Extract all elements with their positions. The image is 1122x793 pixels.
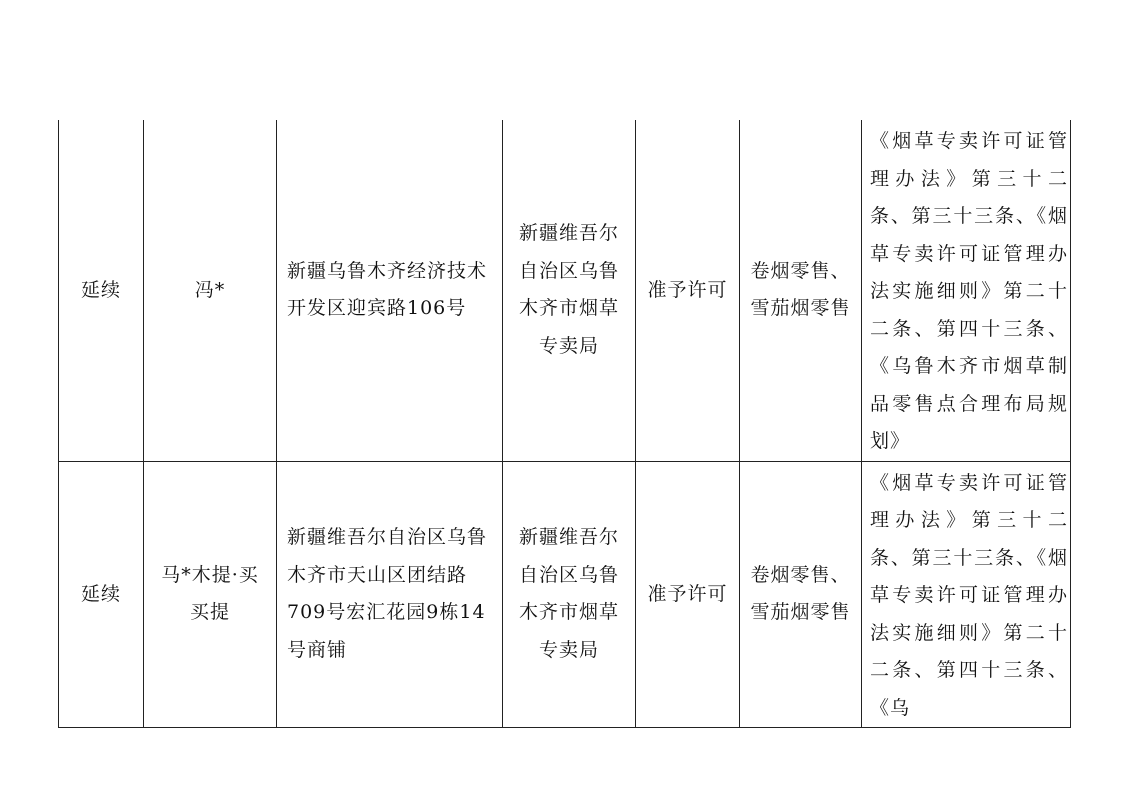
cell-decision: 准予许可: [636, 461, 740, 728]
cell-name: 冯*: [144, 120, 277, 461]
cell-scope: 卷烟零售、雪茄烟零售: [740, 461, 862, 728]
cell-scope: 卷烟零售、雪茄烟零售: [740, 120, 862, 461]
cell-address: 新疆乌鲁木齐经济技术开发区迎宾路106号: [277, 120, 503, 461]
cell-decision: 准予许可: [636, 120, 740, 461]
cell-authority: 新疆维吾尔自治区乌鲁木齐市烟草专卖局: [503, 120, 636, 461]
cell-address: 新疆维吾尔自治区乌鲁木齐市天山区团结路709号宏汇花园9栋14号商铺: [277, 461, 503, 728]
license-records-table: [58, 120, 1071, 728]
table-row: [59, 461, 1071, 728]
cell-name: 马*木提·买买提: [144, 461, 277, 728]
table-row: [59, 120, 1071, 461]
cell-type: 延续: [59, 461, 144, 728]
cell-authority: 新疆维吾尔自治区乌鲁木齐市烟草专卖局: [503, 461, 636, 728]
cell-type: 延续: [59, 120, 144, 461]
cell-legal-basis: 《烟草专卖许可证管理办法》第三十二条、第三十三条、《烟草专卖许可证管理办法实施细则》第二十二条、第四十三条、《乌: [862, 461, 1071, 728]
cell-legal-basis: 《烟草专卖许可证管理办法》第三十二条、第三十三条、《烟草专卖许可证管理办法实施细则》第二十二条、第四十三条、《乌鲁木齐市烟草制品零售点合理布局规划》: [862, 120, 1071, 461]
